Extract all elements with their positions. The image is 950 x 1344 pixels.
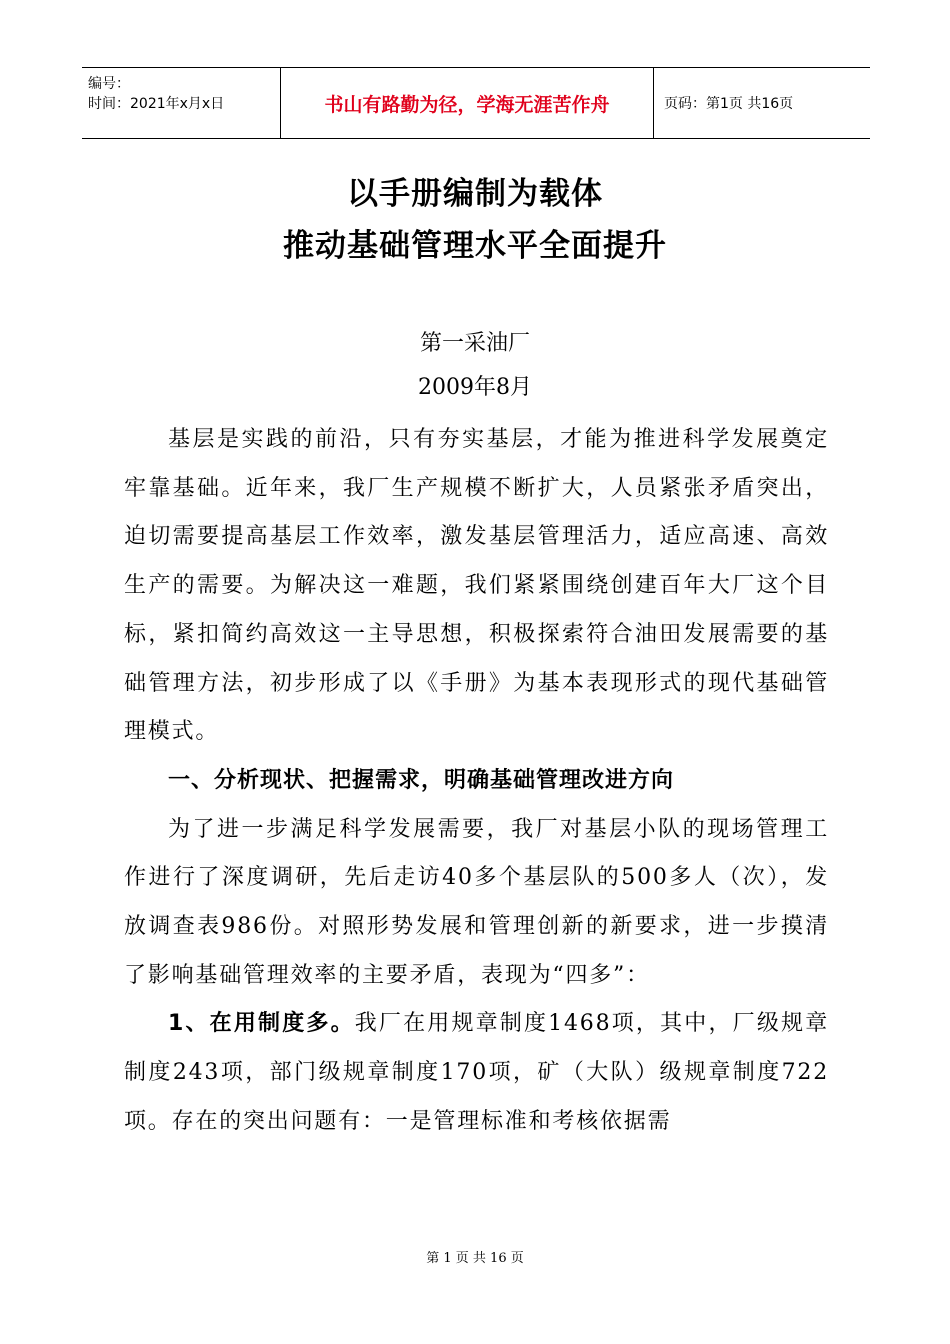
paragraph-intro: 基层是实践的前沿，只有夯实基层，才能为推进科学发展奠定牢靠基础。近年来，我厂生产规模不断扩大，人员紧张矛盾突出，迫切需要提高基层工作效率，激发基层管理活力，适应高速、高效生产的需要。为解决这一难题，我们紧紧围绕创建百年大厂这个目标，紧扣简约高效这一主导思想，积极探索符合油田发展需要的基础管理方法，初步形成了以《手册》为基本表现形式的现代基础管理模式。 (124, 427, 829, 745)
item-1-text: 我厂在用规章制度1468项，其中，厂级规章制度243项，部门级规章制度170项，矿（大队）级规章制度722项。存在的突出问题有：一是管理标准和考核依据需 (124, 1011, 829, 1134)
document-body (124, 416, 829, 1147)
number-label: 编号： (88, 76, 130, 92)
document-title-line2: 推动基础管理水平全面提升 (283, 228, 667, 264)
page-footer: 第 1 页 共 16 页 (426, 1251, 524, 1266)
document-date: 2009年8月 (418, 375, 532, 400)
page-info: 页码：第1页 共16页 (664, 96, 794, 112)
motto-text: 书山有路勤为径，学海无涯苦作舟 (324, 93, 610, 116)
paragraph-item-1 (124, 1000, 829, 1146)
document-header-table (82, 67, 870, 139)
header-page-cell (654, 68, 870, 138)
header-meta-cell (82, 68, 281, 138)
header-motto-cell (281, 68, 654, 138)
time-label: 时间：2021年x月x日 (88, 96, 225, 112)
section-heading-1: 一、分析现状、把握需求，明确基础管理改进方向 (168, 767, 675, 793)
organization-name: 第一采油厂 (419, 331, 530, 356)
document-title-line1: 以手册编制为载体 (347, 176, 603, 212)
item-1-lead: 1、在用制度多。 (168, 1011, 355, 1037)
paragraph-survey: 为了进一步满足科学发展需要，我厂对基层小队的现场管理工作进行了深度调研，先后走访40多个基层队的500多人（次），发放调查表986份。对照形势发展和管理创新的新要求，进一步摸清了影响基础管理效率的主要矛盾，表现为“四多”： (124, 816, 829, 988)
